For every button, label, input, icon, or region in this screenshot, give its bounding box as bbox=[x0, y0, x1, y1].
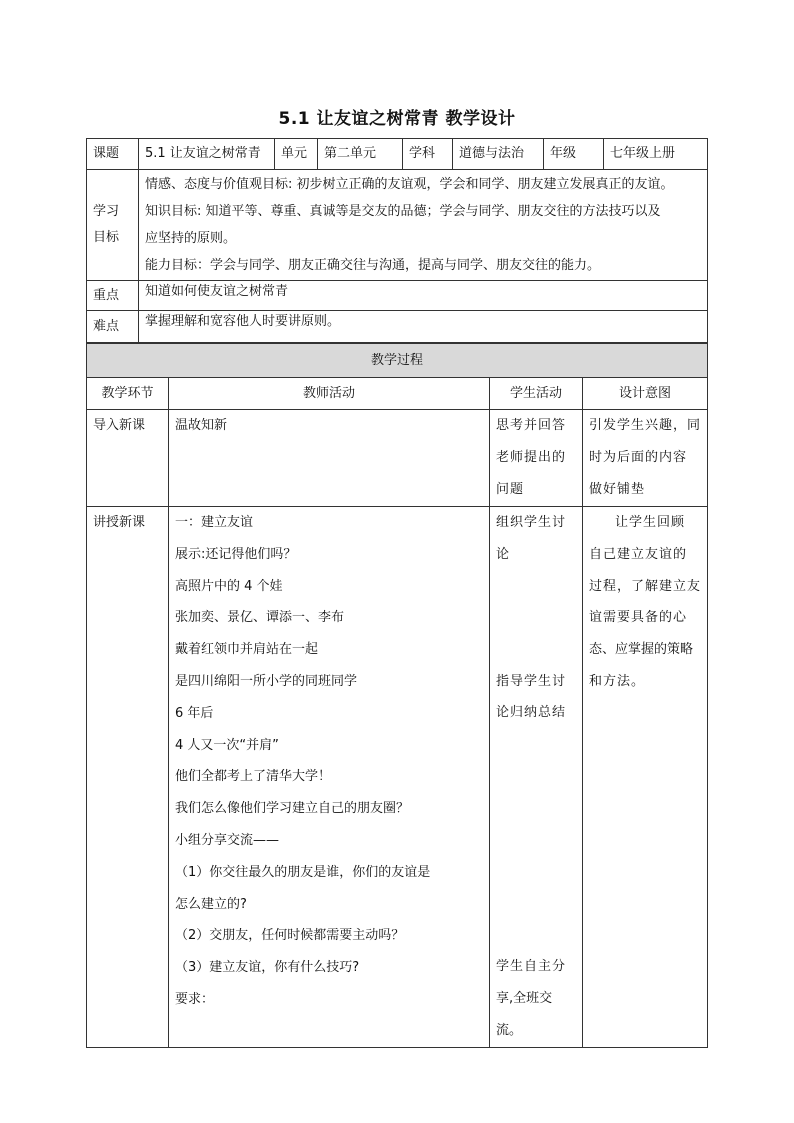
intent-line: 过程，了解建立友 bbox=[589, 578, 702, 594]
header-teacher: 教师活动 bbox=[169, 378, 490, 410]
student-line: 论归纳总结 bbox=[496, 705, 567, 721]
process-banner: 教学过程 bbox=[87, 344, 708, 378]
teacher-line: 高照片中的 4 个娃 bbox=[175, 578, 283, 594]
key-value: 知道如何使友谊之树常青 bbox=[139, 281, 708, 311]
intro-stage: 导入新课 bbox=[87, 410, 169, 507]
goals-label-line: 目标 bbox=[93, 230, 120, 245]
topic-label: 课题 bbox=[87, 139, 139, 170]
intent-line: 自己建立友谊的 bbox=[589, 546, 688, 562]
intro-student-line: 问题 bbox=[496, 481, 525, 497]
goals-label bbox=[87, 170, 139, 281]
teacher-line: 我们怎么像他们学习建立自己的朋友圈？ bbox=[175, 801, 410, 817]
unit-label: 单元 bbox=[275, 139, 318, 170]
lecture-student bbox=[490, 507, 583, 1048]
teacher-line: 4 人又一次“并肩” bbox=[175, 737, 279, 753]
teacher-line: 戴着红领巾并肩站在一起 bbox=[175, 642, 319, 658]
lesson-info-table bbox=[86, 138, 708, 343]
subject-label: 学科 bbox=[403, 139, 453, 170]
intent-line: 让学生回顾 bbox=[615, 515, 686, 530]
intro-intent-line: 时为后面的内容 bbox=[589, 449, 688, 465]
header-student: 学生活动 bbox=[490, 378, 583, 410]
goal-line: 能力目标：学会与同学、朋友正确交往与沟通，提高与同学、朋友交往的能力。 bbox=[145, 258, 601, 273]
intro-student-line: 老师提出的 bbox=[496, 449, 567, 465]
teaching-process-table bbox=[86, 343, 708, 1048]
student-line: 指导学生讨 bbox=[496, 673, 567, 689]
teacher-line: 要求： bbox=[175, 991, 215, 1007]
teacher-line: （3）建立友谊，你有什么技巧? bbox=[175, 960, 360, 976]
intro-intent bbox=[583, 410, 708, 507]
student-line: 学生自主分 bbox=[496, 959, 567, 975]
student-line: 论 bbox=[496, 546, 511, 562]
unit-value: 第二单元 bbox=[318, 139, 403, 170]
lecture-intent bbox=[583, 507, 708, 1048]
intent-line: 态、应掌握的策略 bbox=[589, 642, 694, 658]
teacher-line: 张加奕、景亿、谭添一、李布 bbox=[175, 610, 345, 626]
teacher-line: 怎么建立的? bbox=[175, 896, 247, 912]
student-line: 组织学生讨 bbox=[496, 515, 567, 530]
lecture-teacher bbox=[169, 507, 490, 1048]
intro-student-line: 思考并回答 bbox=[496, 418, 567, 433]
intro-teacher: 温故知新 bbox=[169, 410, 490, 507]
teacher-line: 6 年后 bbox=[175, 705, 214, 721]
teacher-line: 小组分享交流—— bbox=[175, 832, 280, 848]
intent-line: 谊需要具备的心 bbox=[589, 610, 688, 626]
grade-value: 七年级上册 bbox=[604, 139, 708, 170]
header-stage: 教学环节 bbox=[87, 378, 169, 410]
teacher-line: （2）交朋友，任何时候都需要主动吗？ bbox=[175, 928, 405, 944]
teacher-line: 展示:还记得他们吗？ bbox=[175, 546, 297, 562]
student-line: 享,全班交流。 bbox=[496, 990, 553, 1038]
difficulty-row bbox=[87, 311, 708, 343]
goal-line: 情感、态度与价值观目标: 初步树立正确的友谊观，学会和同学、朋友建立发展真正的友谊。 bbox=[145, 177, 674, 192]
key-label: 重点 bbox=[87, 281, 139, 311]
topic-value: 5.1 让友谊之树常青 bbox=[139, 139, 275, 170]
goals-label-line: 学习 bbox=[93, 204, 120, 219]
intro-intent-line: 做好铺垫 bbox=[589, 481, 646, 497]
teacher-line: 他们全都考上了清华大学！ bbox=[175, 769, 332, 785]
grade-label: 年级 bbox=[544, 139, 604, 170]
intro-row bbox=[87, 410, 708, 507]
info-row bbox=[87, 139, 708, 170]
spacer bbox=[496, 571, 576, 666]
document-title: 5.1 让友谊之树常青 教学设计 bbox=[278, 109, 516, 129]
difficulty-label: 难点 bbox=[87, 311, 139, 343]
intro-intent-line: 引发学生兴趣，同 bbox=[589, 418, 702, 433]
key-point-row bbox=[87, 281, 708, 311]
header-intent: 设计意图 bbox=[583, 378, 708, 410]
goals-row bbox=[87, 170, 708, 281]
intent-line: 和方法。 bbox=[589, 673, 646, 689]
teacher-line: 是四川绵阳一所小学的同班同学 bbox=[175, 673, 358, 689]
goal-line: 知识目标: 知道平等、尊重、真诚等是交友的品德；学会与同学、朋友交往的方法技巧以及 bbox=[145, 204, 661, 219]
process-banner-row bbox=[87, 344, 708, 378]
subject-value: 道德与法治 bbox=[453, 139, 544, 170]
process-header-row bbox=[87, 378, 708, 410]
teacher-line: （1）你交往最久的朋友是谁，你们的友谊是 bbox=[175, 864, 431, 880]
goal-line: 应坚持的原则。 bbox=[145, 231, 237, 246]
lecture-row bbox=[87, 507, 708, 1048]
spacer bbox=[496, 729, 576, 951]
teacher-line: 一：建立友谊 bbox=[175, 515, 254, 530]
intro-student bbox=[490, 410, 583, 507]
lecture-stage: 讲授新课 bbox=[87, 507, 169, 1048]
difficulty-value: 掌握理解和宽容他人时要讲原则。 bbox=[139, 311, 708, 343]
goals-content bbox=[139, 170, 708, 281]
